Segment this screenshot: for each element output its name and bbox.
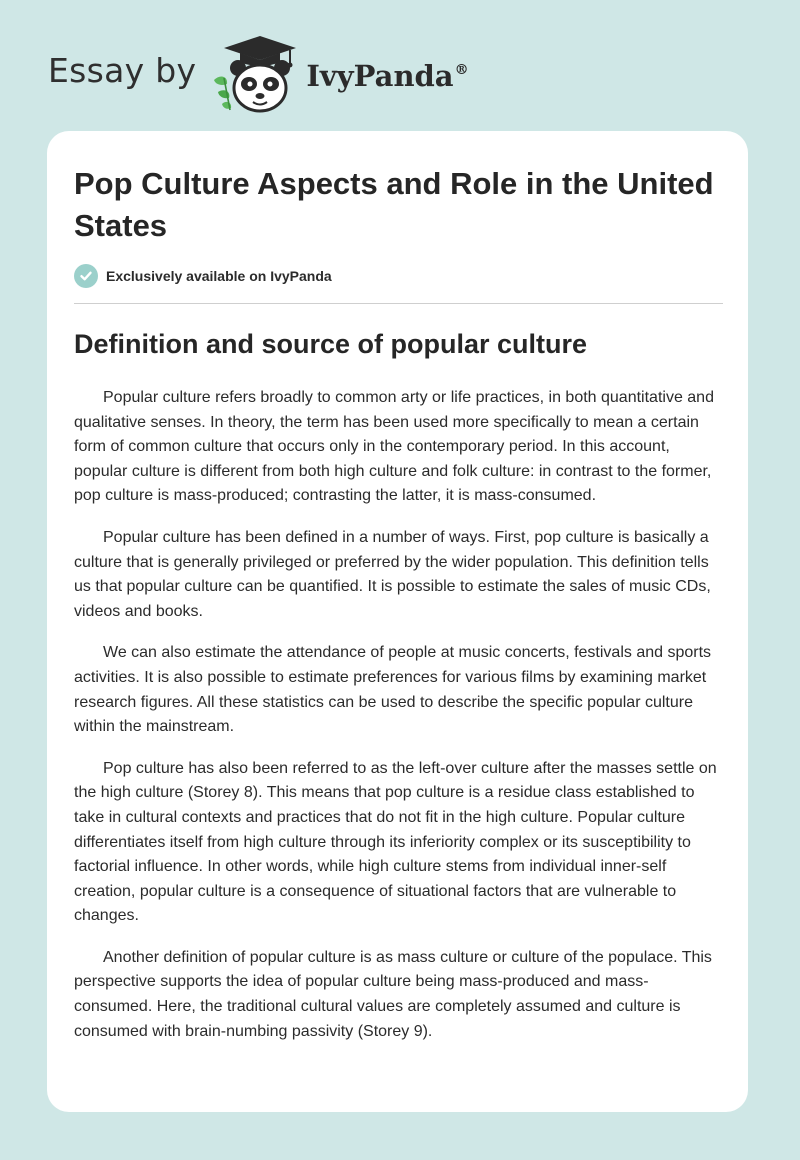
- panda-logo-svg: [210, 34, 302, 114]
- paragraph: Another definition of popular culture is as mass culture or culture of the populace. This perspective supports the idea of popular culture being mass-produced and mass-consumed. Here, the traditional cultural values are completely assumed and culture is consumed with brain-numbing passivity (Storey 9).: [74, 948, 712, 1040]
- panda-logo-icon[interactable]: [210, 34, 302, 114]
- page-title: Pop Culture Aspects and Role in the United States: [74, 166, 714, 243]
- section-heading: Definition and source of popular culture: [74, 329, 588, 359]
- exclusive-label: Exclusively available on IvyPanda: [106, 268, 332, 284]
- brand-text: IvyPanda: [306, 59, 454, 93]
- site-header: [48, 34, 469, 114]
- divider: [74, 303, 723, 304]
- essay-card: [47, 131, 748, 1112]
- panda-face-icon: [230, 60, 290, 111]
- ivy-leaf-icon: [214, 77, 231, 110]
- essay-body: [74, 386, 724, 1061]
- paragraph: We can also estimate the attendance of people at music concerts, festivals and sports activities. It is also possible to estimate preferences for various films by examining market research figures. All these statistics can be used to describe the specific popular culture within the mainstream.: [74, 644, 712, 736]
- paragraph: Popular culture has been defined in a number of ways. First, pop culture is basically a culture that is generally privileged or preferred by the wider population. This definition tells us that popular culture can be quantified. It is possible to estimate the sales of music CDs, videos and books.: [74, 528, 711, 620]
- paragraph: Pop culture has also been referred to as the left-over culture after the masses settle on the high culture (Storey 8). This means that pop culture is a residue class established to take in cultural contexts and practices that do not fit in the high culture. Popular culture differentiates itself from high culture through its inferiority complex or its susceptibility to factorial influence. In other words, while high culture stems from individual inner-self creation, popular culture is a consequence of situational factors that are vulnerable to changes.: [74, 759, 717, 925]
- brand-name[interactable]: [306, 59, 468, 93]
- essay-by-label: Essay by: [48, 50, 197, 90]
- registered-mark: ®: [454, 62, 469, 78]
- check-icon: [74, 264, 98, 288]
- paragraph: Popular culture refers broadly to common arty or life practices, in both quantitative and qualitative senses. In theory, the term has been used more specifically to mean a certain form of common culture that occurs only in the contemporary period. In this account, popular culture is different from both high culture and folk culture: in contrast to the former, pop culture is mass-produced; contrasting the latter, it is mass-consumed.: [74, 389, 714, 505]
- exclusive-badge: [74, 264, 332, 288]
